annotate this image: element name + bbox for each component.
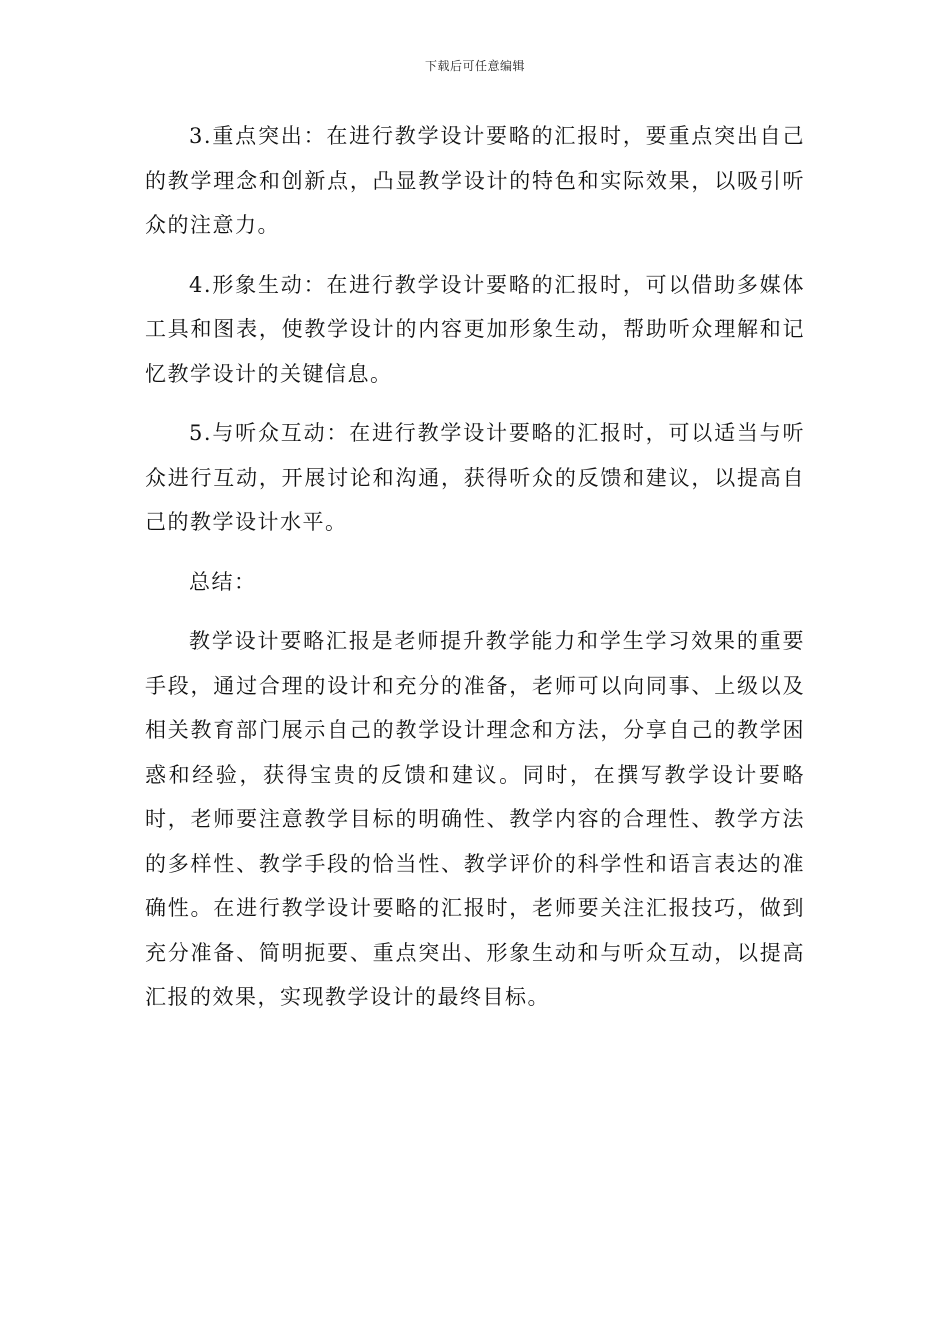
- summary-heading: 总结：: [189, 569, 257, 594]
- summary-paragraph: 教学设计要略汇报是老师提升教学能力和学生学习效果的重要手段，通过合理的设计和充分的准备，老师可以向同事、上级以及相关教育部门展示自己的教学设计理念和方法，分享自己的教学困惑和经验，获得宝贵的反馈和建议。同时，在撰写教学设计要略时，老师要注意教学目标的明确性、教学内容的合理性、教学方法的多样性、教学手段的恰当性、教学评价的科学性和语言表达的准确性。在进行教学设计要略的汇报时，老师要关注汇报技巧，做到充分准备、简明扼要、重点突出、形象生动和与听众互动，以提高汇报的效果，实现教学设计的最终目标。: [145, 629, 805, 1009]
- paragraph-point-4: 4.形象生动：在进行教学设计要略的汇报时，可以借助多媒体工具和图表，使教学设计的内容更加形象生动，帮助听众理解和记忆教学设计的关键信息。: [145, 272, 805, 386]
- paragraph-point-3: 3.重点突出：在进行教学设计要略的汇报时，要重点突出自己的教学理念和创新点，凸显教学设计的特色和实际效果，以吸引听众的注意力。: [145, 124, 805, 237]
- header-note: 下载后可任意编辑: [424, 59, 525, 73]
- paragraph-point-5: 5.与听众互动：在进行教学设计要略的汇报时，可以适当与听众进行互动，开展讨论和沟通，获得听众的反馈和建议，以提高自己的教学设计水平。: [145, 421, 805, 534]
- document-body: [145, 114, 805, 1035]
